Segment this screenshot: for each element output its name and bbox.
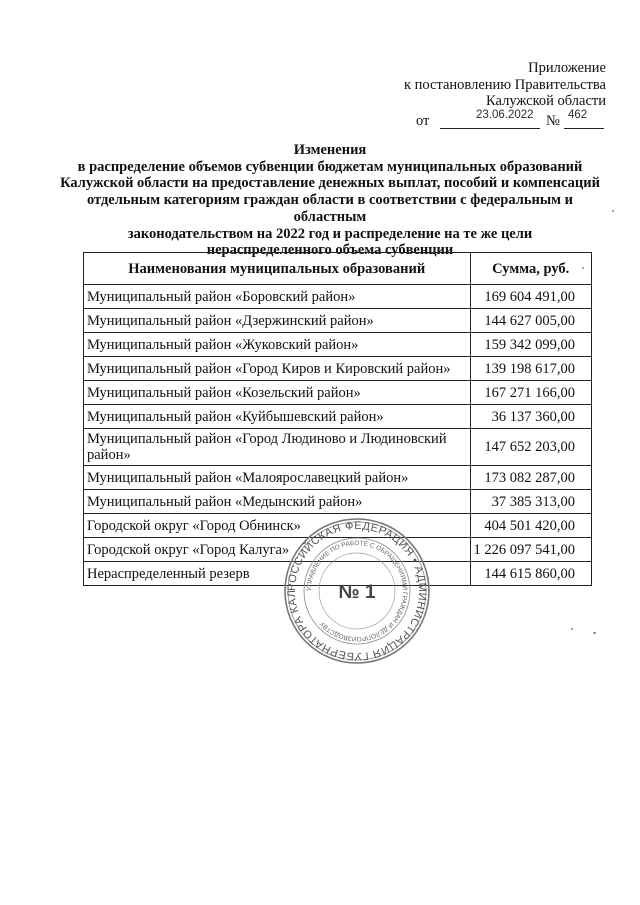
municipality-name: Городской округ «Город Калуга» bbox=[84, 538, 471, 562]
table-row bbox=[84, 429, 592, 466]
appendix-resolution-ref: к постановлению Правительства bbox=[404, 76, 606, 93]
scan-speck bbox=[612, 210, 614, 212]
scan-speck bbox=[593, 632, 596, 634]
municipality-name: Муниципальный район «Боровский район» bbox=[84, 285, 471, 309]
municipality-name: Муниципальный район «Город Людиново и Людиновский район» bbox=[84, 429, 471, 466]
amount-value: 144 615 860,00 bbox=[470, 562, 592, 586]
table-row bbox=[84, 357, 592, 381]
amount-value: 37 385 313,00 bbox=[470, 490, 592, 514]
appendix-header bbox=[276, 60, 606, 110]
table-row bbox=[84, 405, 592, 429]
scan-speck bbox=[582, 267, 584, 269]
header-amount: Сумма, руб. bbox=[470, 253, 592, 285]
municipality-name: Нераспределенный резерв bbox=[84, 562, 471, 586]
amount-value: 147 652 203,00 bbox=[470, 429, 592, 466]
seal-outer-text: РОССИЙСКАЯ ФЕДЕРАЦИЯ • АДМИНИСТРАЦИЯ ГУБЕРНАТОРА КАЛ bbox=[285, 519, 429, 663]
amount-value: 139 198 617,00 bbox=[470, 357, 592, 381]
seal-graphic bbox=[282, 516, 432, 666]
amount-value: 173 082 287,00 bbox=[470, 466, 592, 490]
table-row bbox=[84, 466, 592, 490]
amount-value: 36 137 360,00 bbox=[470, 405, 592, 429]
table-row bbox=[84, 285, 592, 309]
table-row bbox=[84, 333, 592, 357]
municipality-name: Муниципальный район «Малоярославецкий район» bbox=[84, 466, 471, 490]
municipality-name: Муниципальный район «Дзержинский район» bbox=[84, 309, 471, 333]
approval-line bbox=[398, 110, 608, 132]
municipality-name: Муниципальный район «Медынский район» bbox=[84, 490, 471, 514]
title-line: законодательством на 2022 год и распределение на те же цели bbox=[127, 225, 533, 242]
amount-value: 404 501 420,00 bbox=[470, 514, 592, 538]
seal-inner-text: УПРАВЛЕНИЕ ПО РАБОТЕ С ОБРАЩЕНИЯМИ ГРАЖДАН И ДЕЛОПРОИЗВОДСТВУ bbox=[305, 539, 409, 643]
table-row bbox=[84, 309, 592, 333]
municipality-name: Муниципальный район «Козельский район» bbox=[84, 381, 471, 405]
table-header-row bbox=[84, 253, 592, 285]
municipality-name: Муниципальный район «Город Киров и Кировский район» bbox=[84, 357, 471, 381]
table-row bbox=[84, 490, 592, 514]
document-title bbox=[50, 142, 610, 259]
date-underline bbox=[440, 128, 540, 129]
title-line: отдельным категориям граждан области в соответствии с федеральным и областным bbox=[86, 192, 574, 225]
amount-value: 159 342 099,00 bbox=[470, 333, 592, 357]
official-seal bbox=[282, 516, 432, 666]
amount-value: 169 604 491,00 bbox=[470, 285, 592, 309]
header-municipality: Наименования муниципальных образований bbox=[84, 253, 471, 285]
municipality-name: Городской округ «Город Обнинск» bbox=[84, 514, 471, 538]
municipality-name: Муниципальный район «Куйбышевский район» bbox=[84, 405, 471, 429]
from-label: от bbox=[416, 113, 430, 129]
number-underline bbox=[564, 128, 604, 129]
title-heading: Изменения bbox=[293, 142, 367, 158]
municipality-name: Муниципальный район «Жуковский район» bbox=[84, 333, 471, 357]
appendix-title: Приложение bbox=[528, 60, 606, 76]
approval-date: 23.06.2022 bbox=[476, 109, 534, 121]
amount-value: 144 627 005,00 bbox=[470, 309, 592, 333]
title-line: в распределение объемов субвенции бюджетам муниципальных образований bbox=[77, 158, 583, 175]
table-row bbox=[84, 381, 592, 405]
title-line: нераспределенного объема субвенции bbox=[206, 242, 454, 259]
approval-number: 462 bbox=[568, 109, 588, 121]
appendix-region: Калужской области bbox=[486, 93, 606, 109]
amount-value: 167 271 166,00 bbox=[470, 381, 592, 405]
title-line: Калужской области на предоставление денежных выплат, пособий и компенсаций bbox=[60, 175, 600, 192]
scan-speck bbox=[571, 628, 573, 630]
number-label: № bbox=[546, 113, 560, 129]
amount-value: 1 226 097 541,00 bbox=[470, 538, 592, 562]
seal-number: № 1 bbox=[338, 582, 376, 603]
